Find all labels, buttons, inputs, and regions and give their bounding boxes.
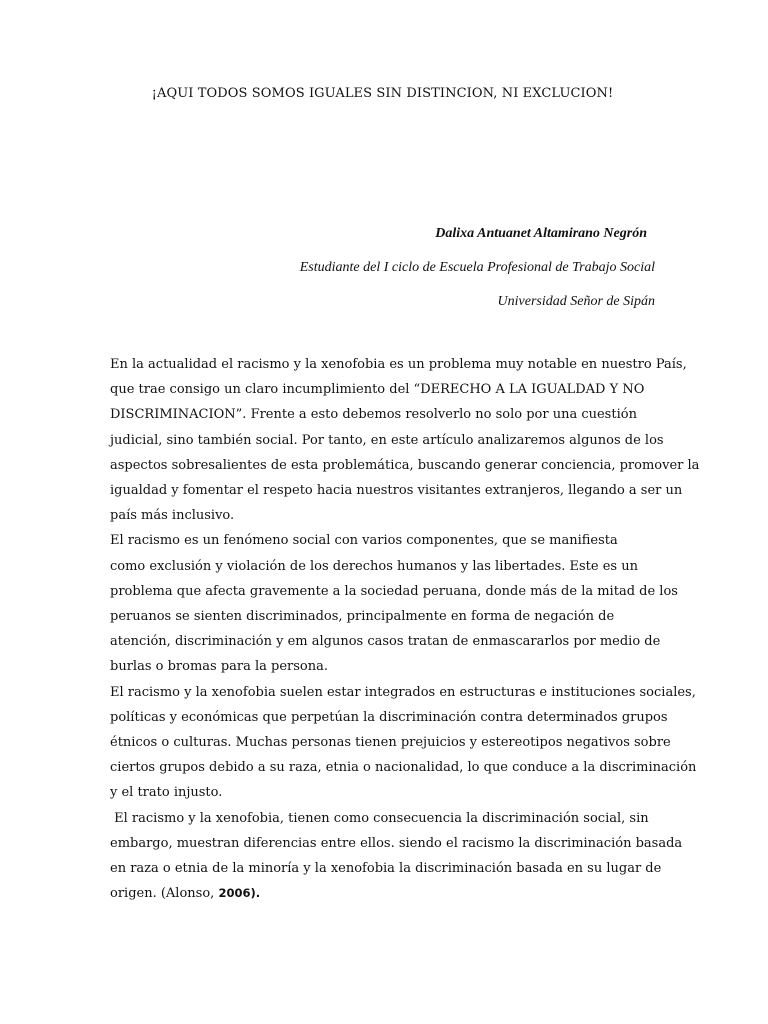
author-name: Dalixa Antuanet Altamirano Negrón <box>435 226 647 241</box>
text-line: problema que afecta gravemente a la sociedad peruana, donde más de la mitad de los <box>110 583 678 599</box>
text-line: ciertos grupos debido a su raza, etnia o nacionalidad, lo que conduce a la discriminación <box>110 760 697 776</box>
affiliation-program: Estudiante del I ciclo de Escuela Profesional de Trabajo Social <box>299 260 655 275</box>
text-line: peruanos se sienten discriminados, principalmente en forma de negación de <box>110 609 615 625</box>
citation-prefix: origen. (Alonso, <box>110 886 219 902</box>
citation-line <box>110 881 658 906</box>
text-line: DISCRIMINACION”. Frente a esto debemos resolverlo no solo por una cuestión <box>110 407 637 423</box>
text-line: embargo, muestran diferencias entre ellos. siendo el racismo la discriminación basada <box>110 835 683 851</box>
text-line: El racismo y la xenofobia, tienen como consecuencia la discriminación social, sin <box>110 810 649 826</box>
text-line: judicial, sino también social. Por tanto, en este artículo analizaremos algunos de los <box>110 432 664 448</box>
text-line: étnicos o culturas. Muchas personas tienen prejuicios y estereotipos negativos sobre <box>110 735 671 751</box>
text-line: como exclusión y violación de los derechos humanos y las libertades. Este es un <box>110 558 638 574</box>
text-line: igualdad y fomentar el respeto hacia nuestros visitantes extranjeros, llegando a ser un <box>110 483 683 499</box>
text-line: y el trato injusto. <box>110 785 223 801</box>
author-block <box>300 225 655 327</box>
text-line: aspectos sobresalientes de esta problemática, buscando generar conciencia, promover la <box>110 457 700 473</box>
text-line: burlas o bromas para la persona. <box>110 659 329 675</box>
affiliation-university: Universidad Señor de Sipán <box>497 294 655 309</box>
text-line: país más inclusivo. <box>110 508 235 524</box>
text-line: El racismo y la xenofobia suelen estar integrados en estructuras e instituciones sociales, <box>110 684 696 700</box>
text-line: que trae consigo un claro incumplimiento del “DERECHO A LA IGUALDAD Y NO <box>110 382 645 398</box>
citation-year: 2006). <box>218 886 261 901</box>
article-body <box>110 352 700 906</box>
text-line: En la actualidad el racismo y la xenofobia es un problema muy notable en nuestro País, <box>110 357 687 372</box>
text-line: El racismo es un fenómeno social con varios componentes, que se manifiesta <box>110 533 618 549</box>
text-line: políticas y económicas que perpetúan la discriminación contra determinados grupos <box>110 709 668 725</box>
text-line: atención, discriminación y em algunos casos tratan de enmascararlos por medio de <box>110 634 661 650</box>
document-title: ¡AQUI TODOS SOMOS IGUALES SIN DISTINCION, NI EXCLUCION! <box>151 86 614 101</box>
text-line: en raza o etnia de la minoría y la xenofobia la discriminación basada en su lugar de <box>110 861 662 877</box>
